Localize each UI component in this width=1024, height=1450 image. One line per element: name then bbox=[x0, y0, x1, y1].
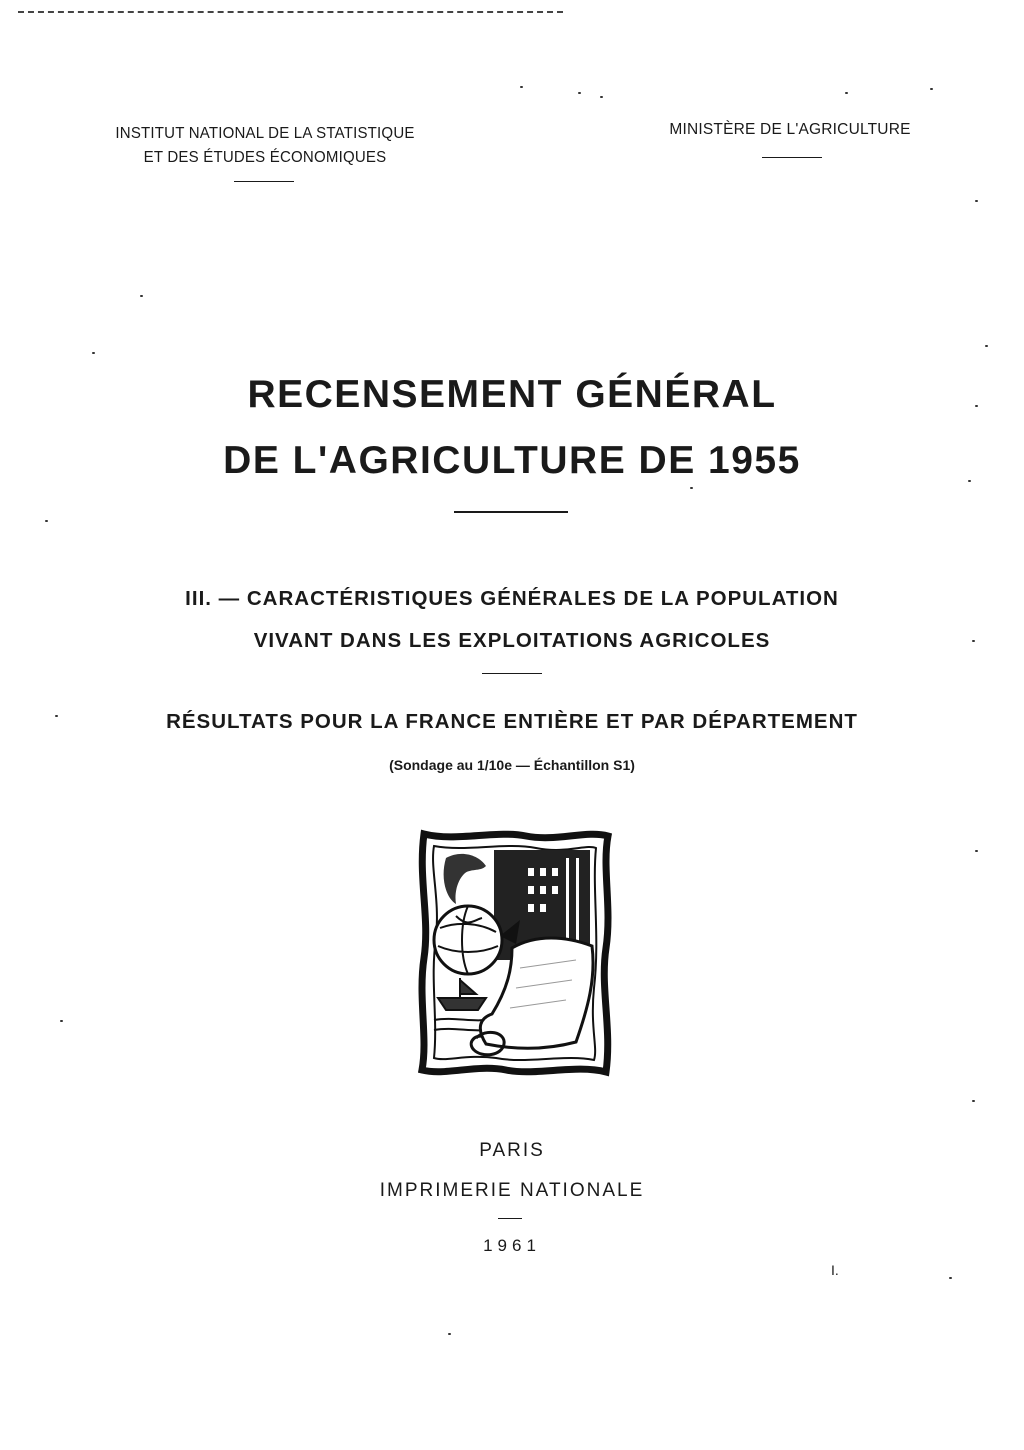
institute-line-1: INSTITUT NATIONAL DE LA STATISTIQUE bbox=[115, 125, 415, 142]
institute-line-2: ET DES ÉTUDES ÉCONOMIQUES bbox=[143, 149, 387, 166]
vignette-globe bbox=[434, 906, 502, 974]
results-heading: RÉSULTATS POUR LA FRANCE ENTIÈRE ET PAR DÉPARTEMENT bbox=[166, 710, 858, 733]
subtitle-divider bbox=[482, 673, 542, 674]
ministry-header: MINISTÈRE DE L'AGRICULTURE bbox=[669, 121, 911, 138]
publisher-name: IMPRIMERIE NATIONALE bbox=[379, 1180, 645, 1201]
scan-speck bbox=[975, 200, 978, 202]
scan-speck bbox=[975, 850, 978, 852]
scan-speck bbox=[845, 92, 848, 94]
title-divider bbox=[454, 511, 568, 513]
scan-speck bbox=[55, 715, 58, 717]
scan-speck bbox=[949, 1277, 952, 1279]
scan-speck bbox=[930, 88, 933, 90]
institute-header bbox=[66, 122, 464, 170]
scan-speck bbox=[448, 1333, 451, 1335]
sampling-note: (Sondage au 1/10e — Échantillon S1) bbox=[389, 757, 635, 773]
scan-speck bbox=[140, 295, 143, 297]
publication-city: PARIS bbox=[479, 1140, 545, 1161]
scan-speck bbox=[985, 345, 988, 347]
scan-speck bbox=[578, 92, 581, 94]
ministry-divider bbox=[762, 157, 822, 158]
main-title-line-1: RECENSEMENT GÉNÉRAL bbox=[247, 373, 777, 416]
imprint-divider bbox=[498, 1218, 522, 1219]
scan-speck bbox=[972, 640, 975, 642]
scan-speck bbox=[968, 480, 971, 482]
scan-speck bbox=[600, 96, 603, 98]
scan-speck bbox=[92, 352, 95, 354]
volume-subtitle bbox=[60, 578, 964, 662]
scan-speck bbox=[45, 520, 48, 522]
scan-speck bbox=[972, 1100, 975, 1102]
subtitle-line-1: III. — CARACTÉRISTIQUES GÉNÉRALES DE LA POPULATION bbox=[185, 587, 839, 610]
subtitle-line-2: VIVANT DANS LES EXPLOITATIONS AGRICOLES bbox=[253, 629, 771, 652]
main-title bbox=[60, 362, 964, 494]
institute-divider bbox=[234, 181, 294, 182]
emblem-vignette bbox=[416, 828, 614, 1078]
publication-year: 1961 bbox=[483, 1236, 541, 1255]
scan-speck bbox=[60, 1020, 63, 1022]
scan-speck bbox=[690, 487, 693, 489]
main-title-line-2: DE L'AGRICULTURE DE 1955 bbox=[223, 439, 801, 482]
top-rule bbox=[18, 11, 563, 13]
scan-speck bbox=[975, 405, 978, 407]
page-mark: I. bbox=[831, 1262, 839, 1278]
scan-speck bbox=[520, 86, 523, 88]
